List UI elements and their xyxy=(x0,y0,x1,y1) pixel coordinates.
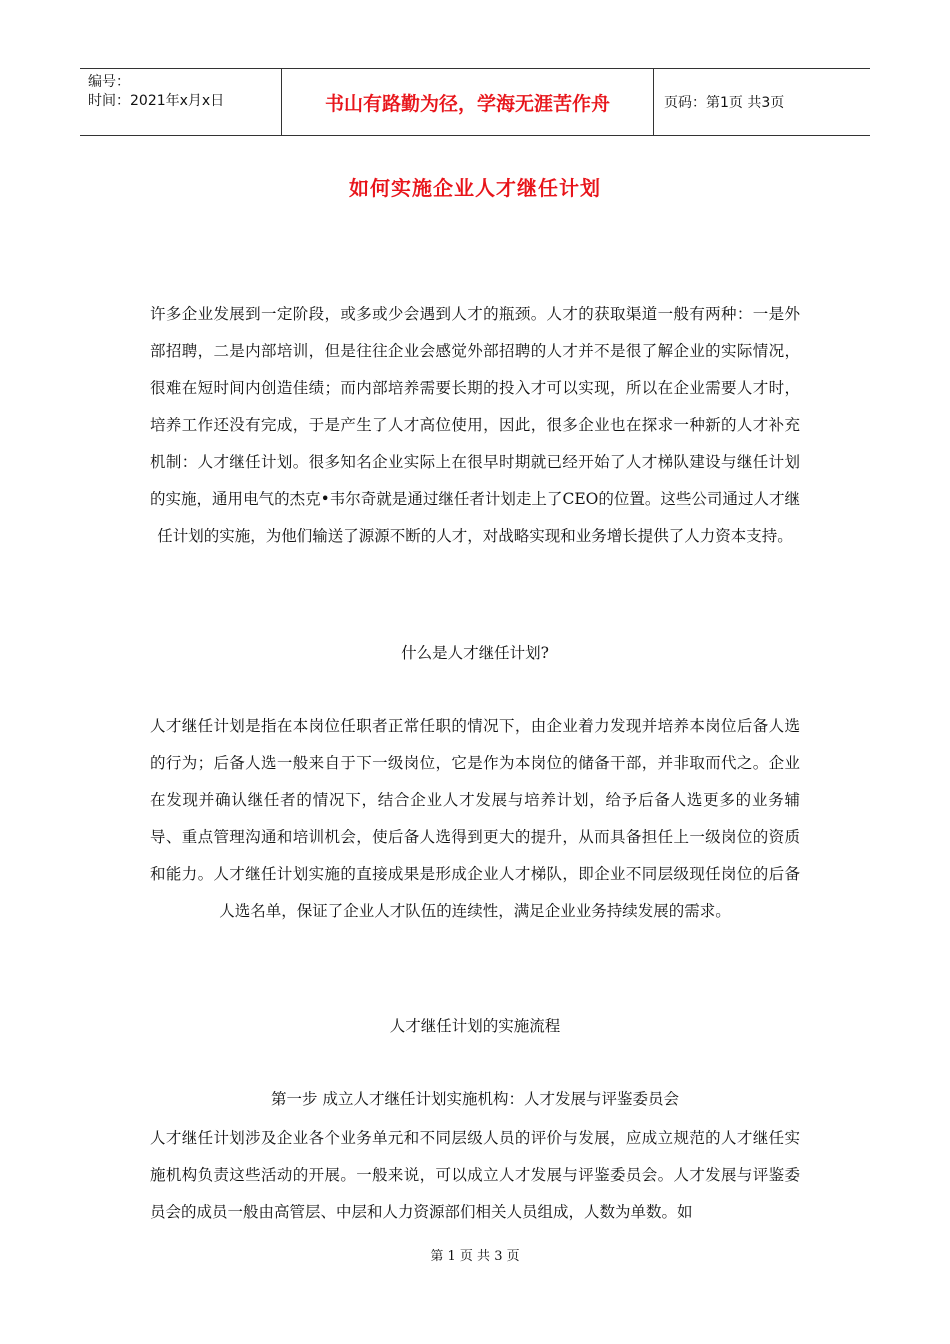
header-table xyxy=(80,68,870,136)
header-motto-cell xyxy=(282,69,654,135)
page-info: 页码：第1页 共3页 xyxy=(664,95,785,111)
definition-paragraph: 人才继任计划是指在本岗位任职者正常任职的情况下，由企业着力发现并培养本岗位后备人选的行为；后备人选一般来自于下一级岗位，它是作为本岗位的储备干部，并非取而代之。企业在发现并确认继任者的情况下，结合企业人才发展与培养计划，给予后备人选更多的业务辅导、重点管理沟通和培训机会，使后备人选得到更大的提升，从而具备担任上一级岗位的资质和能力。人才继任计划实施的直接成果是形成企业人才梯队，即企业不同层级现任岗位的后备人选名单，保证了企业人才队伍的连续性，满足企业业务持续发展的需求。 xyxy=(150,717,800,920)
step-one-heading: 第一步 成立人才继任计划实施机构：人才发展与评鉴委员会 xyxy=(271,1090,679,1108)
document-title: 如何实施企业人才继任计划 xyxy=(349,176,601,200)
header-meta-cell xyxy=(80,69,282,135)
intro-paragraph: 许多企业发展到一定阶段，或多或少会遇到人才的瓶颈。人才的获取渠道一般有两种：一是外部招聘，二是内部培训，但是往往企业会感觉外部招聘的人才并不是很了解企业的实际情况，很难在短时间内创造佳绩；而内部培养需要长期的投入才可以实现，所以在企业需要人才时，培养工作还没有完成，于是产生了人才高位使用，因此，很多企业也在探求一种新的人才补充机制：人才继任计划。很多知名企业实际上在很早时期就已经开始了人才梯队建设与继任计划的实施，通用电气的杰克•韦尔奇就是通过继任者计划走上了CEO的位置。这些公司通过人才继任计划的实施，为他们输送了源源不断的人才，对战略实现和业务增长提供了人力资本支持。 xyxy=(150,305,800,545)
section-heading-what-is: 什么是人才继任计划? xyxy=(401,644,549,662)
step-one-paragraph: 人才继任计划涉及企业各个业务单元和不同层级人员的评价与发展，应成立规范的人才继任实施机构负责这些活动的开展。一般来说，可以成立人才发展与评鉴委员会。人才发展与评鉴委员会的成员一般由高管层、中层和人力资源部们相关人员组成，人数为单数。如 xyxy=(150,1129,800,1221)
serial-label: 编号： xyxy=(88,74,130,90)
section-heading-process: 人才继任计划的实施流程 xyxy=(389,1017,561,1035)
motto-text: 书山有路勤为径，学海无涯苦作舟 xyxy=(324,92,610,115)
page-footer: 第 1 页 共 3 页 xyxy=(430,1249,520,1264)
header-page-cell xyxy=(654,69,870,135)
date-label: 时间：2021年x月x日 xyxy=(88,93,225,109)
